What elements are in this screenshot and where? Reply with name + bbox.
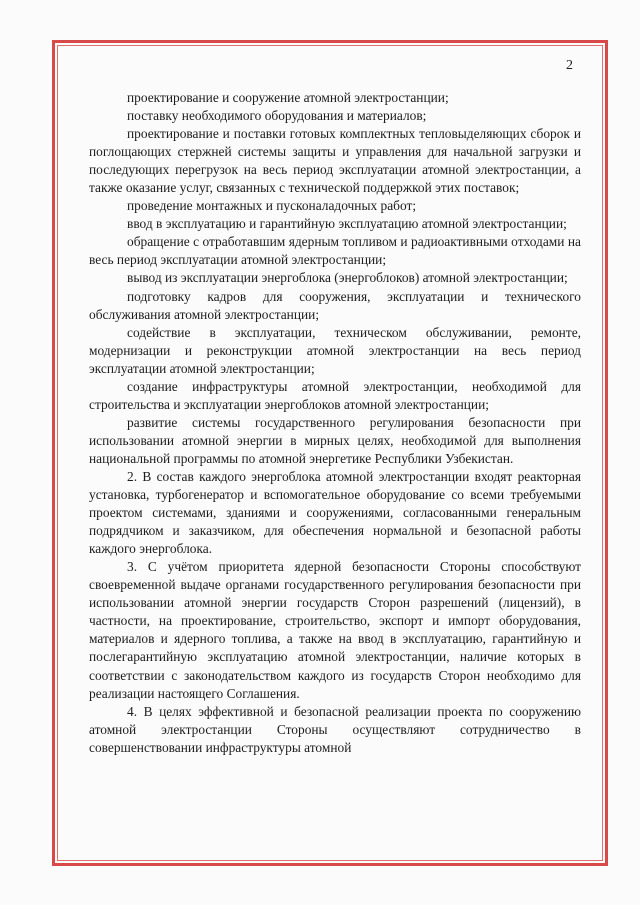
document-body (89, 89, 581, 757)
paragraph: 3. С учётом приоритета ядерной безопасности Стороны способствуют своевременной выдаче органами государственного регулирования безопасности при использовании атомной энергии государств Сторон разрешений (лицензий), в частности, на проектирование, строительство, экспорт и импорт оборудования, материалов и ядерного топлива, а также на ввод в эксплуатацию, гарантийную и послегарантийную эксплуатацию атомной электростанции, наличие которых в соответствии с законодательством каждого из государств Сторон необходимо для реализации настоящего Соглашения. (89, 559, 581, 701)
paragraph: 2. В состав каждого энергоблока атомной электростанции входят реакторная установка, турбогенератор и вспомогательное оборудование со всеми требуемыми проектом системами, зданиями и сооружениями, согласованными генеральным подрядчиком и заказчиком, для обеспечения нормальной и безопасной работы каждого энергоблока. (89, 468, 581, 557)
paragraph: создание инфраструктуры атомной электростанции, необходимой для строительства и эксплуатации энергоблоков атомной электростанции; (89, 378, 581, 412)
paragraph: проектирование и сооружение атомной электростанции; (127, 90, 449, 105)
paragraph: содействие в эксплуатации, техническом обслуживании, ремонте, модернизации и реконструкции атомной электростанции на весь период эксплуатации атомной электростанции; (89, 324, 581, 376)
paragraph: проектирование и поставки готовых комплектных тепловыделяющих сборок и поглощающих стержней системы защиты и управления для начальной загрузки и последующих перегрузок на весь период эксплуатации атомной электростанции, а также оказание услуг, связанных с технической поддержкой этих поставок; (89, 126, 581, 196)
paragraph: вывод из эксплуатации энергоблока (энергоблоков) атомной электростанции; (127, 270, 568, 286)
paragraph: обращение с отработавшим ядерным топливом и радиоактивными отходами на весь период эксплуатации атомной электростанции; (89, 234, 581, 268)
paragraph: проведение монтажных и пусконаладочных работ; (127, 198, 417, 214)
paragraph: развитие системы государственного регулирования безопасности при использовании атомной энергии в мирных целях, необходимой для выполнения национальной программы по атомной энергетике Республики Узбекистан. (89, 414, 581, 466)
paragraph: 4. В целях эффективной и безопасной реализации проекта по сооружению атомной электростанции Стороны осуществляют сотрудничество в совершенствовании инфраструктуры атомной (89, 703, 581, 755)
page-number: 2 (566, 58, 573, 73)
paragraph: ввод в эксплуатацию и гарантийную эксплуатацию атомной электростанции; (127, 216, 567, 232)
paragraph: поставку необходимого оборудования и материалов; (127, 108, 427, 124)
paragraph: подготовку кадров для сооружения, эксплуатации и технического обслуживания атомной электростанции; (89, 288, 581, 322)
